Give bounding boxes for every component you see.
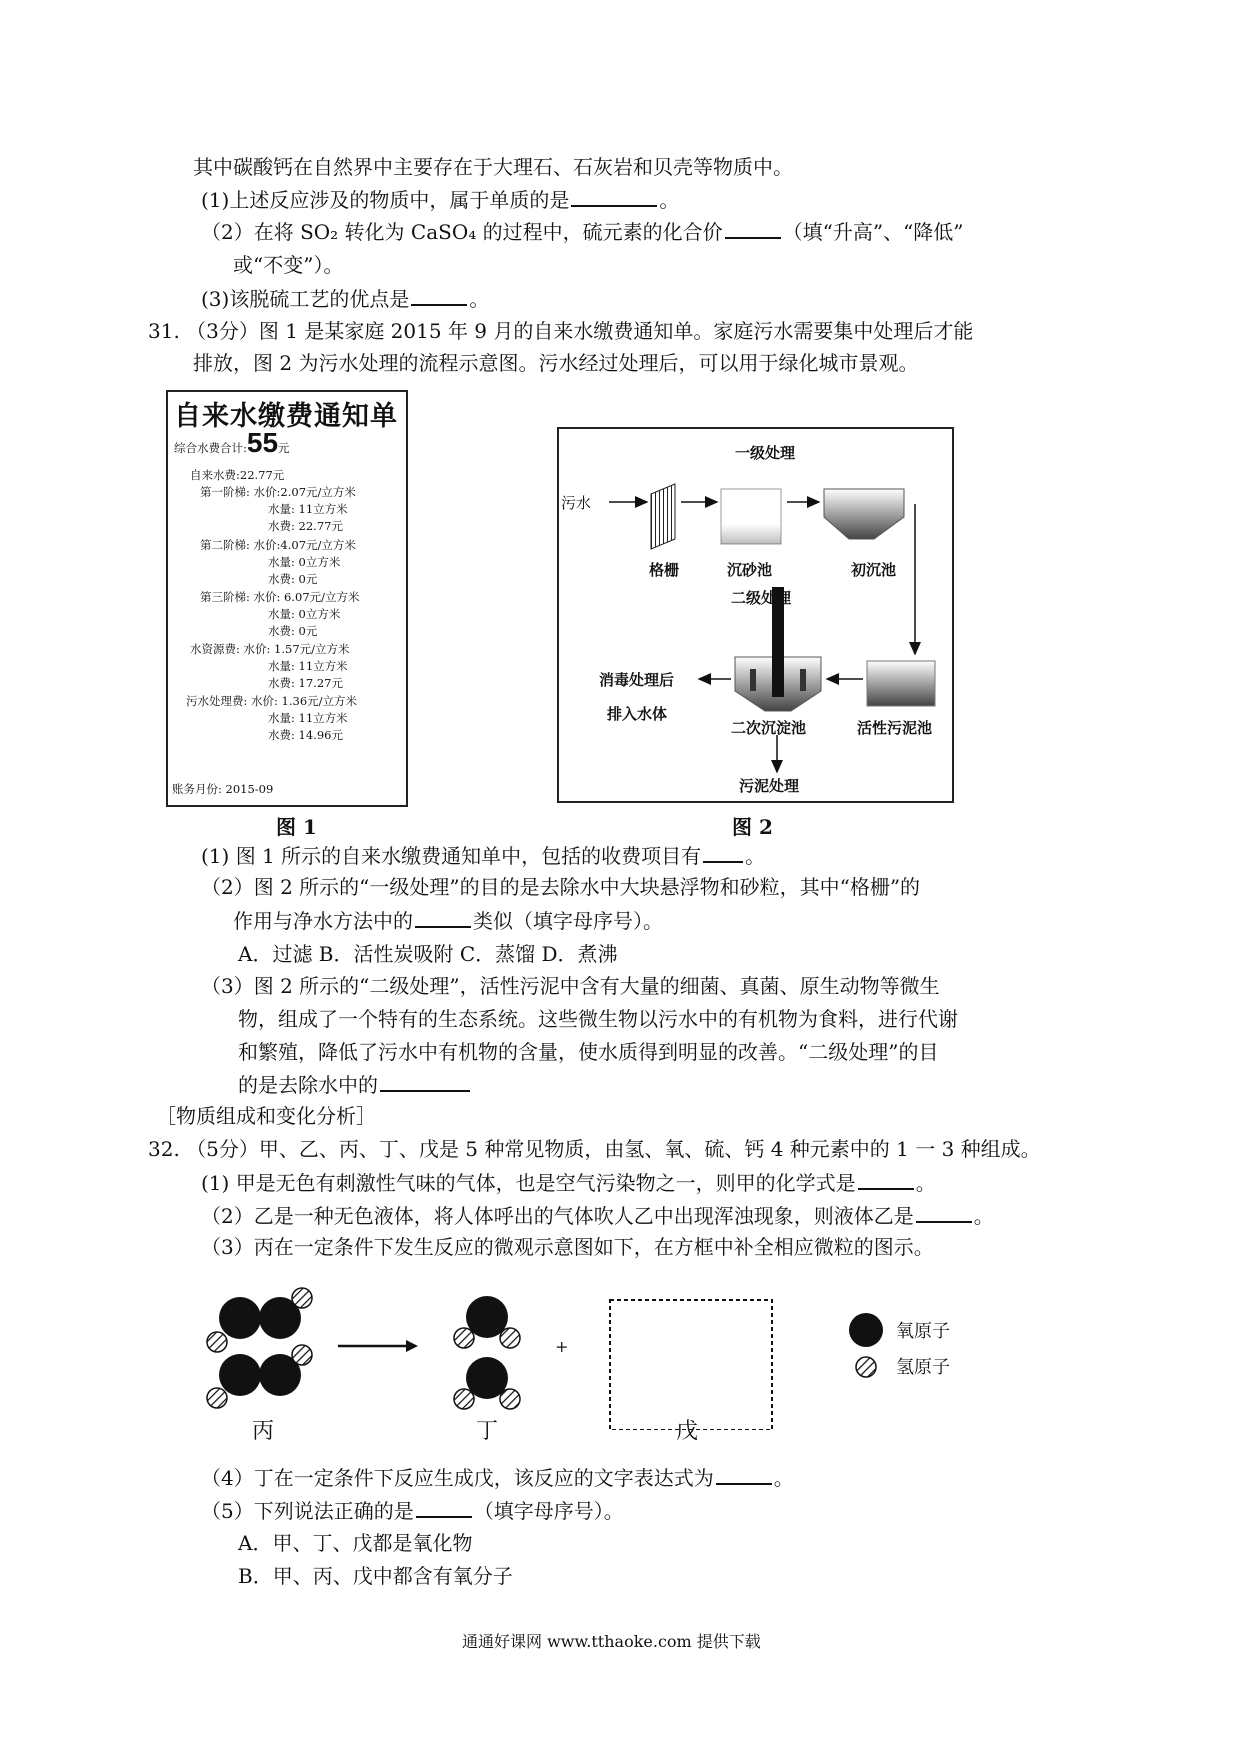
bill-row: 水费: 0元 bbox=[268, 572, 318, 586]
question-32-1: (1) 甲是无色有刺激性气味的气体，也是空气污染物之一，则甲的化学式是 。 bbox=[201, 1171, 936, 1195]
reaction-diagram bbox=[200, 1280, 1000, 1430]
legend-oxygen: 氧原子 bbox=[896, 1321, 950, 1342]
question-32-5: （5）下列说法正确的是 （填字母序号）。 bbox=[201, 1499, 624, 1523]
hydrogen-atom-icon bbox=[856, 1357, 876, 1377]
label-primary-pool: 初沉池 bbox=[851, 561, 897, 579]
question-31-3: （3）图 2 所示的“二级处理”，活性污泥中含有大量的细菌、真菌、原生动物等微生 bbox=[201, 974, 940, 998]
question-31-3c: 和繁殖，降低了污水中有机物的含量，使水质得到明显的改善。“二级处理”的目 bbox=[238, 1040, 939, 1064]
bill-row: 污水处理费: 水价: 1.36元/立方米 bbox=[186, 694, 358, 708]
molecule-ding-2 bbox=[454, 1357, 520, 1409]
figure-2-caption: 图 2 bbox=[732, 815, 773, 839]
label-bing: 丙 bbox=[252, 1419, 275, 1444]
water-bill bbox=[166, 390, 408, 807]
sludge-pool-icon bbox=[867, 661, 935, 706]
question-32-2: （2）乙是一种无色液体，将人体呼出的气体吹人乙中出现浑浊现象，则液体乙是 。 bbox=[201, 1204, 994, 1228]
oxygen-atom-icon bbox=[849, 1313, 883, 1347]
footer: 通通好课网 www.tthaoke.com 提供下载 bbox=[462, 1632, 761, 1651]
bill-row: 水量: 0立方米 bbox=[268, 555, 341, 569]
legend-hydrogen: 氢原子 bbox=[896, 1357, 950, 1378]
question-30-2b: 或“不变”）。 bbox=[233, 253, 344, 277]
flow-graphics bbox=[559, 429, 952, 801]
bill-row: 水量: 11立方米 bbox=[268, 659, 348, 673]
bill-row: 水费: 14.96元 bbox=[268, 728, 343, 742]
question-32: 32. （5分）甲、乙、丙、丁、戊是 5 种常见物质，由氢、氧、硫、钙 4 种元素中的 1 一 3 种组成。 bbox=[148, 1137, 1041, 1161]
question-31-3b: 物，组成了一个特有的生态系统。这些微生物以污水中的有机物为食料，进行代谢 bbox=[238, 1007, 958, 1031]
molecule-bing-2 bbox=[207, 1345, 312, 1408]
grid-icon bbox=[651, 484, 675, 549]
question-31-2b: 作用与净水方法中的 类似（填字母序号）。 bbox=[233, 909, 663, 933]
label-discharge: 排入水体 bbox=[607, 705, 668, 723]
question-30-2: （2）在将 SO₂ 转化为 CaSO₄ 的过程中，硫元素的化合价 （填“升高”、“降低” bbox=[201, 220, 964, 244]
bill-row: 水量: 11立方米 bbox=[268, 711, 348, 725]
label-level1: 一级处理 bbox=[735, 444, 796, 462]
sewage-flow-diagram bbox=[557, 427, 954, 803]
question-30-3: (3)该脱硫工艺的优点是 。 bbox=[201, 287, 490, 311]
label-level2: 二级处理 bbox=[731, 589, 792, 607]
question-31-2-options: A．过滤 B．活性炭吸附 C．蒸馏 D．煮沸 bbox=[238, 942, 618, 966]
bill-row: 第二阶梯: 水价:4.07元/立方米 bbox=[200, 538, 356, 552]
label-sludge-treatment: 污泥处理 bbox=[739, 777, 800, 795]
bill-title: 自来水缴费通知单 bbox=[174, 401, 398, 432]
question-31-3d: 的是去除水中的 bbox=[238, 1072, 472, 1097]
molecule-ding-1 bbox=[454, 1296, 520, 1348]
bill-row: 水费: 0元 bbox=[268, 624, 318, 638]
question-32-3: （3）丙在一定条件下发生反应的微观示意图如下，在方框中补全相应微粒的图示。 bbox=[201, 1235, 934, 1259]
question-31-1: (1) 图 1 所示的自来水缴费通知单中，包括的收费项目有 。 bbox=[201, 844, 766, 868]
primary-pool-icon bbox=[824, 489, 904, 539]
bill-row: 第三阶梯: 水价: 6.07元/立方米 bbox=[200, 590, 360, 604]
question-31: 31. （3分）图 1 是某家庭 2015 年 9 月的自来水缴费通知单。家庭污水需要集中处理后才能 bbox=[148, 319, 974, 343]
label-sludge-pool: 活性污泥池 bbox=[857, 719, 933, 737]
question-32-4: （4）丁在一定条件下反应生成戊，该反应的文字表达式为 。 bbox=[201, 1466, 794, 1490]
bill-row: 水量: 0立方米 bbox=[268, 607, 341, 621]
text-line: 其中碳酸钙在自然界中主要存在于大理石、石灰岩和贝壳等物质中。 bbox=[193, 155, 793, 179]
label-disinfect: 消毒处理后 bbox=[599, 671, 675, 689]
label-sand-pool: 沉砂池 bbox=[727, 561, 773, 579]
label-ding: 丁 bbox=[476, 1419, 499, 1444]
plus-sign: + bbox=[555, 1337, 569, 1356]
bill-row: 水资源费: 水价: 1.57元/立方米 bbox=[190, 642, 350, 656]
question-30-1: (1)上述反应涉及的物质中，属于单质的是 。 bbox=[201, 188, 680, 212]
bill-total: 综合水费合计:55元 bbox=[174, 427, 290, 458]
label-wu: 戊 bbox=[676, 1419, 699, 1444]
molecule-bing-1 bbox=[207, 1288, 312, 1352]
option-b: B．甲、丙、戊中都含有氧分子 bbox=[238, 1564, 513, 1588]
bill-row: 账务月份: 2015-09 bbox=[172, 782, 274, 796]
bill-row: 自来水费:22.77元 bbox=[190, 468, 285, 482]
bill-row: 第一阶梯: 水价:2.07元/立方米 bbox=[200, 485, 356, 499]
bill-row: 水量: 11立方米 bbox=[268, 502, 348, 516]
option-a: A．甲、丁、戊都是氧化物 bbox=[238, 1531, 473, 1555]
answer-box bbox=[610, 1300, 772, 1430]
question-31-cont: 排放，图 2 为污水处理的流程示意图。污水经过处理后，可以用于绿化城市景观。 bbox=[193, 351, 919, 375]
question-31-2: （2）图 2 所示的“一级处理”的目的是去除水中大块悬浮物和砂粒，其中“格栅”的 bbox=[201, 875, 921, 899]
figure-1-caption: 图 1 bbox=[276, 815, 317, 839]
bill-row: 水费: 22.77元 bbox=[268, 519, 343, 533]
label-secondary-tank: 二次沉淀池 bbox=[731, 719, 807, 737]
label-grid: 格栅 bbox=[649, 561, 680, 579]
section-heading: ［物质组成和变化分析］ bbox=[156, 1104, 376, 1128]
bill-row: 水费: 17.27元 bbox=[268, 676, 343, 690]
label-sewage: 污水 bbox=[561, 494, 592, 512]
